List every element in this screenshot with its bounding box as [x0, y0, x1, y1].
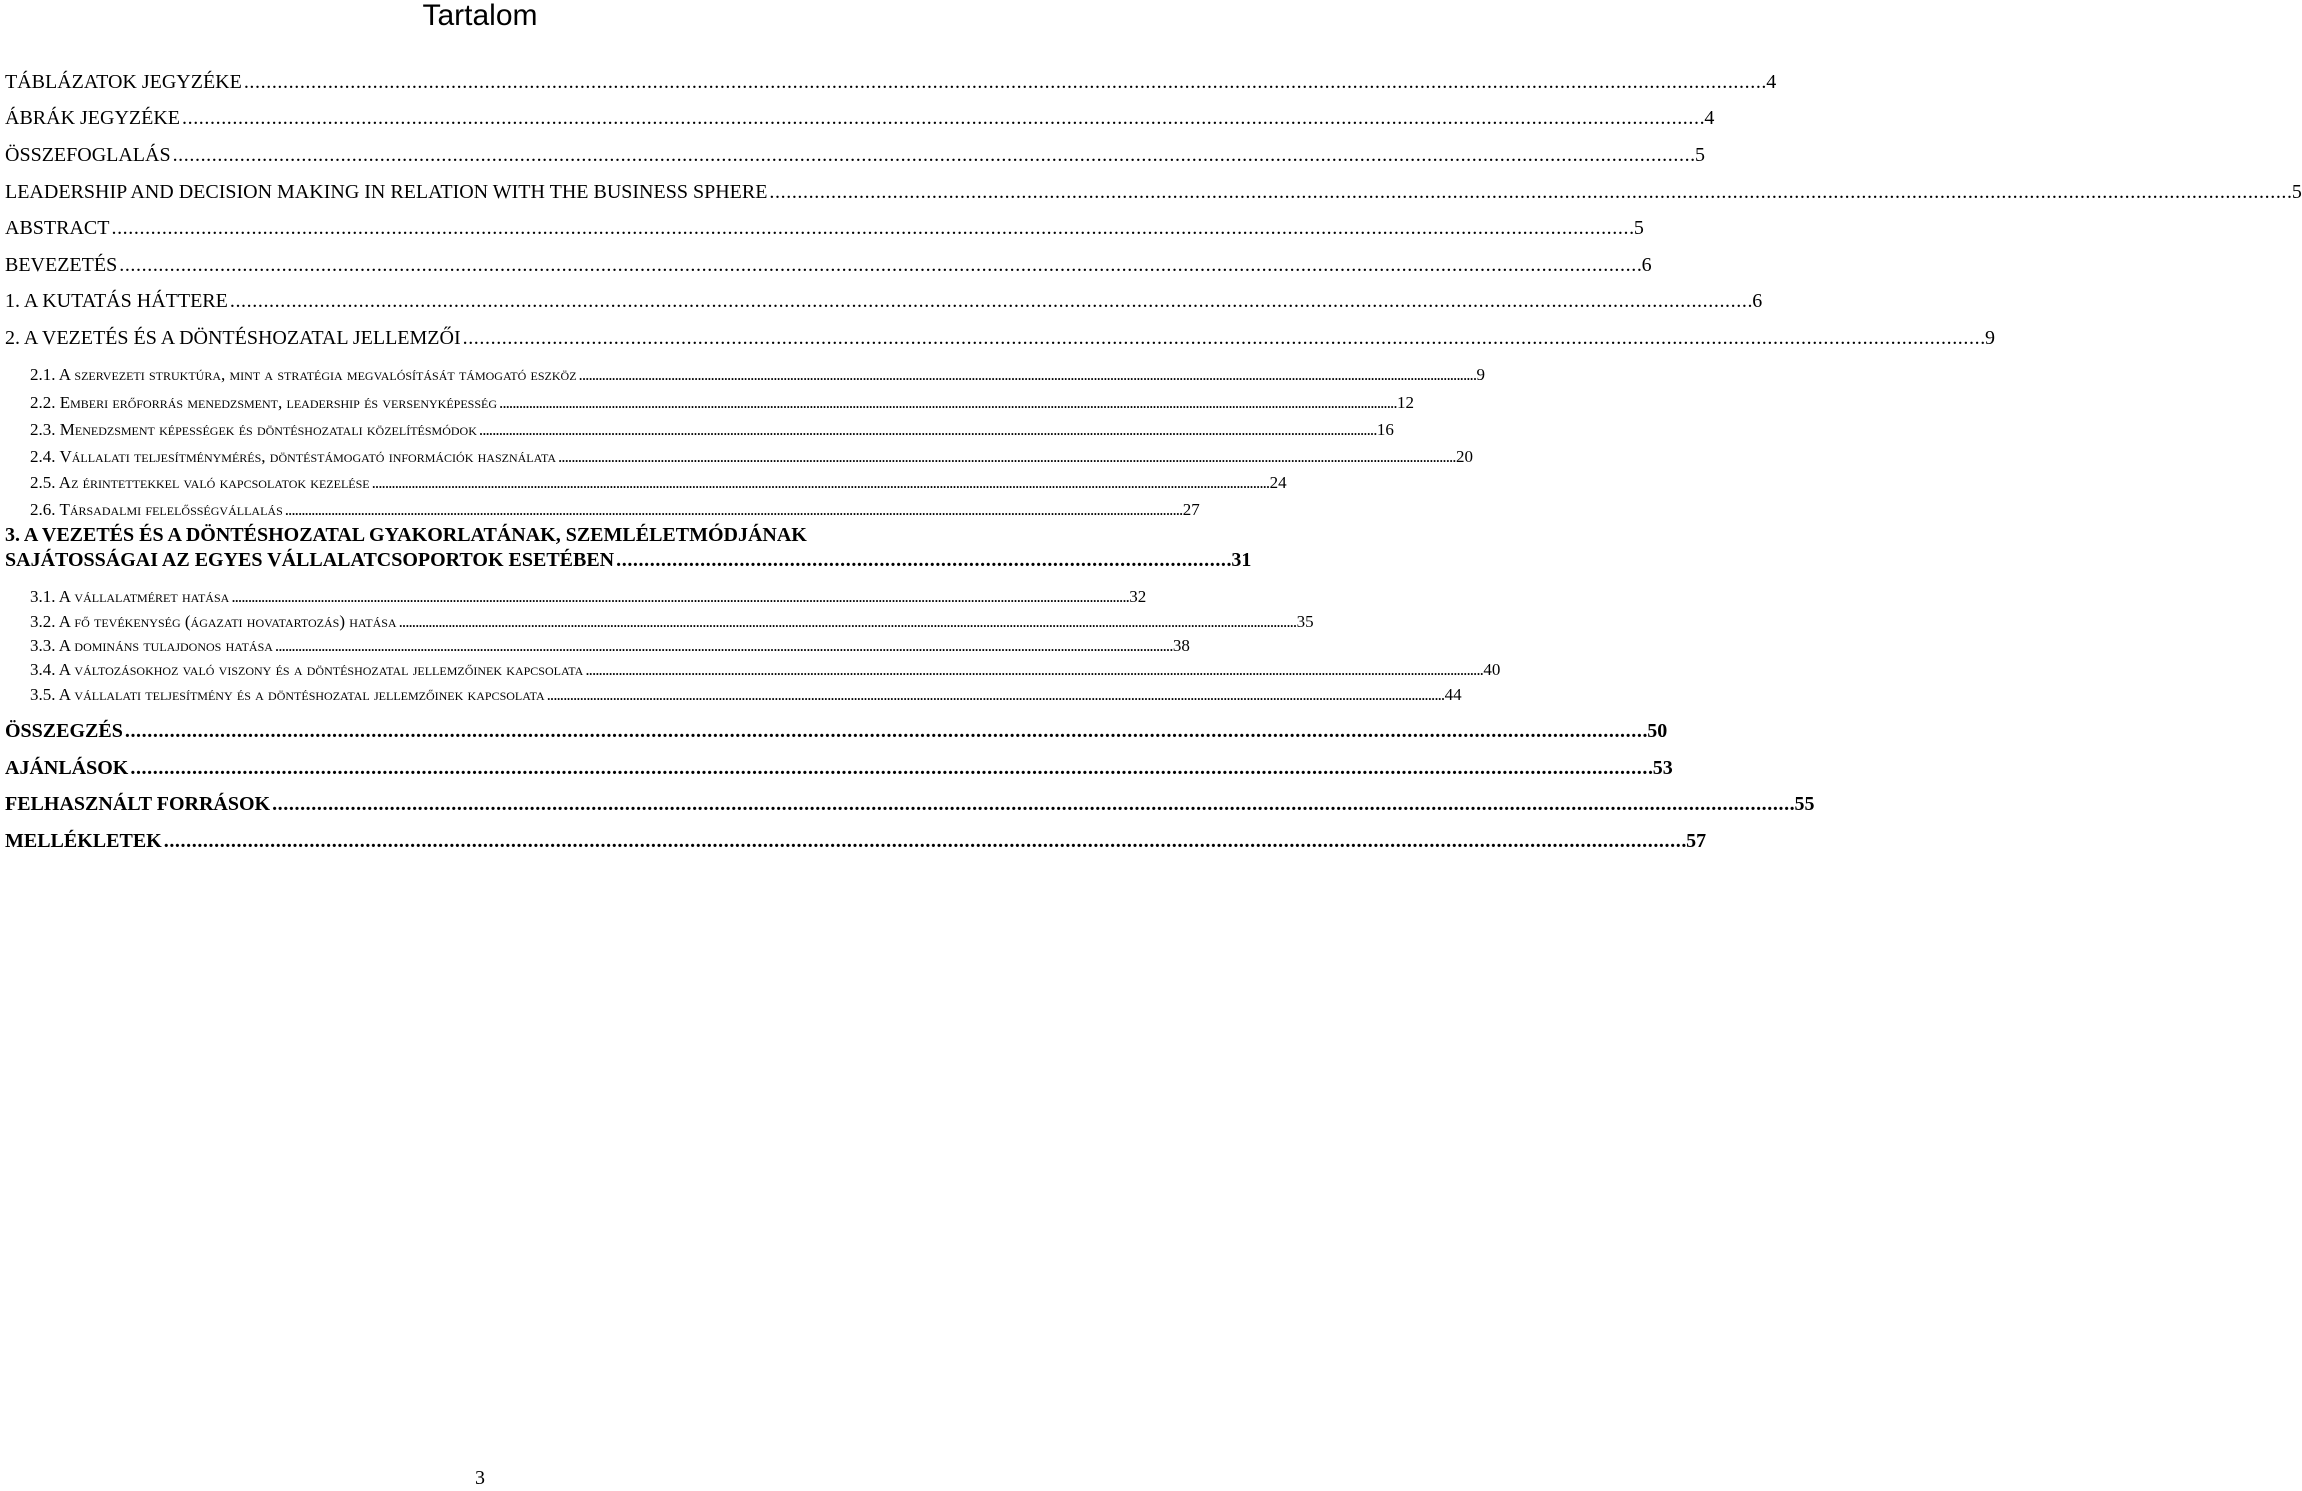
dot-leader	[164, 829, 1684, 853]
toc-entry-label: BEVEZETÉS	[5, 254, 118, 276]
toc-entry-label: 2.4. Vállalati teljesítménymérés, döntéstámogató információk használata	[30, 447, 556, 466]
toc-entry-tablazatok-jegyzeke[interactable]	[5, 70, 1777, 94]
dot-leader	[130, 756, 1650, 780]
toc-page-number: 31	[1231, 549, 1252, 571]
toc-entry-leadership[interactable]	[5, 180, 2302, 204]
toc-entry-label-continued: SAJÁTOSSÁGAI AZ EGYES VÁLLALATCSOPORTOK ESETÉBEN	[5, 549, 615, 571]
toc-entry-section-3-1[interactable]	[30, 586, 1147, 608]
dot-leader	[230, 289, 1750, 313]
toc-entry-section-3-4[interactable]	[30, 659, 1501, 681]
toc-entry-label: 3.3. A domináns tulajdonos hatása	[30, 636, 273, 655]
toc-page-number: 6	[1641, 254, 1652, 276]
dot-leader	[231, 586, 1127, 608]
dot-leader	[182, 106, 1702, 130]
toc-entry-label: ÁBRÁK JEGYZÉKE	[5, 107, 180, 129]
toc-entry-label: 3.2. A fő tevékenység (ágazati hovatartozás) hatása	[30, 612, 397, 631]
toc-entry-label: ÖSSZEGZÉS	[5, 720, 123, 742]
toc-entry-label: 2.3. Menedzsment képességek és döntéshozatali közelítésmódok	[30, 420, 477, 439]
toc-entry-label: 3.4. A változásokhoz való viszony és a döntéshozatal jellemzőinek kapcsolata	[30, 660, 584, 679]
toc-entry-bevezetes[interactable]	[5, 253, 1652, 277]
toc-entry-label: 2.5. Az érintettekkel való kapcsolatok kezelése	[30, 473, 370, 492]
toc-page-number: 44	[1444, 685, 1462, 704]
toc-entry-section-2-3[interactable]	[30, 419, 1394, 441]
dot-leader	[616, 548, 1229, 573]
toc-page-number: 9	[1476, 365, 1486, 384]
toc-page-number: 50	[1647, 720, 1668, 742]
toc-entry-label: 2. A VEZETÉS ÉS A DÖNTÉSHOZATAL JELLEMZŐI	[5, 327, 461, 349]
toc-page-number: 24	[1269, 473, 1287, 492]
toc-page-number: 57	[1686, 830, 1707, 852]
toc-page-number: 4	[1704, 107, 1715, 129]
toc-entry-label: 3. A VEZETÉS ÉS A DÖNTÉSHOZATAL GYAKORLATÁNAK, SZEMLÉLETMÓDJÁNAK	[5, 524, 807, 546]
toc-entry-label: 2.1. A szervezeti struktúra, mint a stratégia megvalósítását támogató eszköz	[30, 365, 577, 384]
dot-leader	[585, 659, 1481, 681]
toc-entry-label: MELLÉKLETEK	[5, 830, 162, 852]
toc-page-number: 5	[1633, 217, 1644, 239]
dot-leader	[558, 446, 1454, 468]
toc-entry-section-3-3[interactable]	[30, 635, 1190, 657]
toc-entry-mellekletek[interactable]	[5, 829, 1707, 853]
toc-entry-label: TÁBLÁZATOK JEGYZÉKE	[5, 71, 242, 93]
dot-leader	[463, 326, 1983, 350]
dot-leader	[173, 143, 1693, 167]
dot-leader	[119, 253, 1639, 277]
dot-leader	[399, 611, 1295, 633]
toc-entry-label: AJÁNLÁSOK	[5, 757, 129, 779]
toc-page-number: 32	[1129, 587, 1147, 606]
toc-entry-osszefoglalas[interactable]	[5, 143, 1705, 167]
toc-entry-abstract[interactable]	[5, 216, 1644, 240]
toc-entry-label: ÖSSZEFOGLALÁS	[5, 144, 171, 166]
toc-entry-chapter-3[interactable]	[5, 523, 1252, 573]
toc-entry-felhasznalt-forrasok[interactable]	[5, 792, 1815, 816]
toc-page-number: 16	[1376, 420, 1394, 439]
toc-entry-label: ABSTRACT	[5, 217, 110, 239]
toc-entry-label: 2.2. Emberi erőforrás menedzsment, leadership és versenyképesség	[30, 393, 498, 412]
dot-leader	[272, 792, 1792, 816]
toc-page-number: 35	[1296, 612, 1314, 631]
dot-leader	[479, 419, 1375, 441]
toc-entry-section-2-1[interactable]	[30, 364, 1486, 386]
toc-page-number: 27	[1182, 500, 1200, 519]
toc-entry-abrak-jegyzeke[interactable]	[5, 106, 1715, 130]
toc-entry-osszegzes[interactable]	[5, 719, 1668, 743]
toc-entry-section-2-2[interactable]	[30, 392, 1414, 414]
toc-entry-section-2-6[interactable]	[30, 499, 1200, 521]
toc-entry-label: LEADERSHIP AND DECISION MAKING IN RELATION WITH THE BUSINESS SPHERE	[5, 181, 768, 203]
toc-page-number: 5	[2291, 181, 2302, 203]
toc-entry-label: 3.5. A vállalati teljesítmény és a döntéshozatal jellemzőinek kapcsolata	[30, 685, 545, 704]
toc-entry-chapter-1[interactable]	[5, 289, 1763, 313]
dot-leader	[499, 392, 1395, 414]
toc-page-number: 20	[1455, 447, 1473, 466]
toc-entry-section-3-2[interactable]	[30, 611, 1314, 633]
toc-entry-chapter-2[interactable]	[5, 326, 1996, 350]
dot-leader	[547, 684, 1443, 706]
dot-leader	[372, 472, 1268, 494]
dot-leader	[244, 70, 1764, 94]
toc-page-number: 38	[1172, 636, 1190, 655]
toc-page-number: 55	[1794, 793, 1815, 815]
toc-page-number: 4	[1766, 71, 1777, 93]
dot-leader	[125, 719, 1645, 743]
dot-leader	[111, 216, 1631, 240]
toc-page-number: 6	[1752, 290, 1763, 312]
toc-page-number: 12	[1396, 393, 1414, 412]
toc-page-number: 53	[1652, 757, 1673, 779]
toc-entry-section-2-5[interactable]	[30, 472, 1287, 494]
dot-leader	[579, 364, 1475, 386]
dot-leader	[275, 635, 1171, 657]
toc-entry-label: 2.6. Társadalmi felelősségvállalás	[30, 500, 283, 519]
toc-entry-label: FELHASZNÁLT FORRÁSOK	[5, 793, 271, 815]
page-title: Tartalom	[422, 0, 538, 32]
toc-entry-section-2-4[interactable]	[30, 446, 1473, 468]
toc-entry-section-3-5[interactable]	[30, 684, 1462, 706]
dot-leader	[285, 499, 1181, 521]
toc-entry-label: 1. A KUTATÁS HÁTTERE	[5, 290, 228, 312]
toc-page-number: 40	[1483, 660, 1501, 679]
page-number: 3	[475, 1467, 485, 1489]
toc-page-number: 9	[1985, 327, 1996, 349]
toc-entry-ajanlasok[interactable]	[5, 756, 1673, 780]
toc-page-number: 5	[1694, 144, 1705, 166]
toc-entry-label: 3.1. A vállalatméret hatása	[30, 587, 230, 606]
dot-leader	[769, 180, 2289, 204]
